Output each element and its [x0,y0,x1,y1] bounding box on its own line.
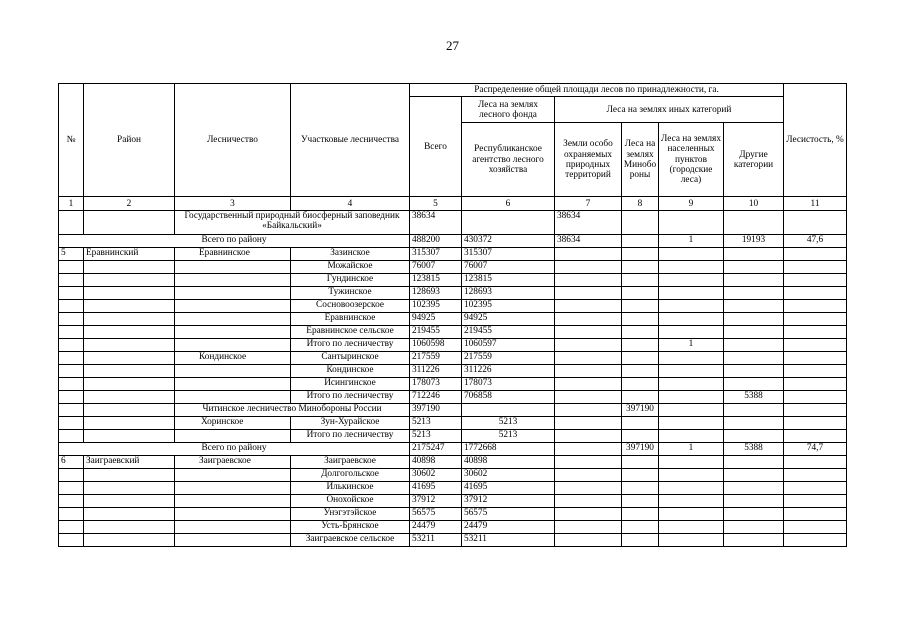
col-number: 10 [724,197,784,211]
cell-total: 30602 [410,469,462,482]
cell-agency: 219455 [462,326,555,339]
cell-section: Долгогольское [291,469,410,482]
header-protected: Земли особо охраняемых природных территорий [555,123,622,197]
cell-total: 397190 [410,404,462,417]
cell-total: 311226 [410,365,462,378]
table-row [59,287,847,300]
col-number: 9 [659,197,724,211]
col-number: 3 [175,197,291,211]
table-row [59,404,847,417]
cell-other: 5388 [724,443,784,456]
table-row [59,469,847,482]
cell-section-total: Итого по лесничеству [291,430,410,443]
header-district: Район [84,84,175,197]
cell-forestry: Заиграевское [175,456,291,469]
cell-total: 76007 [410,261,462,274]
forest-distribution-table [58,83,847,547]
cell-agency: 53211 [462,534,555,547]
cell-total: 123815 [410,274,462,287]
table-row [59,378,847,391]
cell-defense: 397190 [622,404,659,417]
cell-forestry: Хоринское [175,417,291,430]
cell-agency: 315307 [462,248,555,261]
cell-total: 24479 [410,521,462,534]
header-total: Всего [410,97,462,197]
district-total-label: Всего по району [59,235,410,248]
cell-agency: 76007 [462,261,555,274]
cell-protected: 38634 [555,211,622,235]
cell-agency: 178073 [462,378,555,391]
table-header [59,84,847,211]
header-other-categories: Леса на землях иных категорий [555,97,784,123]
table-row [59,521,847,534]
cell-section: Исингинское [291,378,410,391]
col-number: 1 [59,197,84,211]
cell-total: 178073 [410,378,462,391]
header-no: № [59,84,84,197]
table-row [59,300,847,313]
cell-agency: 706858 [462,391,555,404]
cell-total: 128693 [410,287,462,300]
table-body [59,211,847,547]
cell-total: 53211 [410,534,462,547]
cell-total: 5213 [410,417,462,430]
table-row [59,365,847,378]
cell-agency: 430372 [462,235,555,248]
cell-district: Заиграевский [84,456,175,469]
cell-total: 102395 [410,300,462,313]
table-row [59,261,847,274]
cell-defense: 397190 [622,443,659,456]
cell-total: 41695 [410,482,462,495]
cell-total: 40898 [410,456,462,469]
cell-agency: 40898 [462,456,555,469]
cell-agency: 24479 [462,521,555,534]
table-row [59,235,847,248]
table-row [59,274,847,287]
cell-section: Зазинское [291,248,410,261]
cell-total: 94925 [410,313,462,326]
cell-total: 315307 [410,248,462,261]
cell-agency: 56575 [462,508,555,521]
cell-section-total: Итого по лесничеству [291,339,410,352]
table-row [59,352,847,365]
cell-section: Усть-Брянское [291,521,410,534]
cell-agency: 5213 [462,430,555,443]
cell-protected: 38634 [555,235,622,248]
cell-section: Заиграевское сельское [291,534,410,547]
cell-section: Еравнинское сельское [291,326,410,339]
table-row [59,339,847,352]
cell-total: 38634 [410,211,462,235]
cell-other: 19193 [724,235,784,248]
header-distribution: Распределение общей площади лесов по принадлежности, га. [410,84,784,97]
cell-section: Еравнинское [291,313,410,326]
cell-cover: 74,7 [784,443,847,456]
cell-agency: 102395 [462,300,555,313]
district-total-label: Всего по району [59,443,410,456]
cell-agency: 123815 [462,274,555,287]
cell-section: Унэгэтэйское [291,508,410,521]
cell-total: 219455 [410,326,462,339]
cell-forestry-defense: Читинское лесничество Минобороны России [175,404,410,417]
cell-settlements: 1 [659,235,724,248]
table-row [59,443,847,456]
cell-agency: 1772668 [462,443,555,456]
cell-total: 488200 [410,235,462,248]
col-number: 11 [784,197,847,211]
table-row [59,430,847,443]
header-other: Другие категории [724,123,784,197]
cell-section: Онохойское [291,495,410,508]
column-number-row [59,197,847,211]
table-row [59,313,847,326]
cell-section: Заиграевское [291,456,410,469]
cell-total: 1060598 [410,339,462,352]
cell-agency: 30602 [462,469,555,482]
cell-agency: 94925 [462,313,555,326]
cell-total: 37912 [410,495,462,508]
table-row [59,417,847,430]
header-forestry: Лесничество [175,84,291,197]
cell-section: Сантыринское [291,352,410,365]
cell-agency: 128693 [462,287,555,300]
cell-section: Сосновоозерское [291,300,410,313]
table-row [59,326,847,339]
cell-no: 6 [59,456,84,469]
cell-section: Гундинское [291,274,410,287]
cell-total: 56575 [410,508,462,521]
cell-section: Илькинское [291,482,410,495]
cell-settlements: 1 [659,443,724,456]
cell-settlements: 1 [659,339,724,352]
table-row [59,508,847,521]
table-row [59,248,847,261]
cell-forestry: Кондинское [175,352,291,365]
cell-total: 2175247 [410,443,462,456]
header-forest-fund: Леса на землях лесного фонда [462,97,555,123]
cell-agency: 37912 [462,495,555,508]
cell-cover: 47,6 [784,235,847,248]
header-section: Участковые лесничества [291,84,410,197]
cell-district: Еравнинский [84,248,175,261]
page-number: 27 [446,38,459,53]
cell-section: Зун-Хурайское [291,417,410,430]
table-row [59,495,847,508]
cell-agency: 41695 [462,482,555,495]
cell-total: 712246 [410,391,462,404]
cell-section: Тужинское [291,287,410,300]
cell-section-total: Итого по лесничеству [291,391,410,404]
col-number: 7 [555,197,622,211]
cell-forestry: Еравнинское [175,248,291,261]
cell-total: 217559 [410,352,462,365]
reserve-name: Государственный природный биосферный заповедник «Байкальский» [175,211,410,235]
col-number: 4 [291,197,410,211]
cell-section: Кондинское [291,365,410,378]
col-number: 8 [622,197,659,211]
table-row [59,211,847,235]
table-row [59,534,847,547]
cell-agency: 5213 [462,417,555,430]
col-number: 2 [84,197,175,211]
table-row [59,391,847,404]
header-settlements: Леса на землях населенных пунктов (городские леса) [659,123,724,197]
cell-agency: 1060597 [462,339,555,352]
cell-total: 5213 [410,430,462,443]
col-number: 5 [410,197,462,211]
header-defense: Леса на землях Минобо роны [622,123,659,197]
cell-no: 5 [59,248,84,261]
header-forest-cover: Лесистость, % [784,84,847,197]
table-row [59,456,847,469]
cell-other: 5388 [724,391,784,404]
cell-section: Можайское [291,261,410,274]
cell-agency: 311226 [462,365,555,378]
cell-agency: 217559 [462,352,555,365]
header-republican-agency: Республиканское агентство лесного хозяйства [462,123,555,197]
table-row [59,482,847,495]
col-number: 6 [462,197,555,211]
